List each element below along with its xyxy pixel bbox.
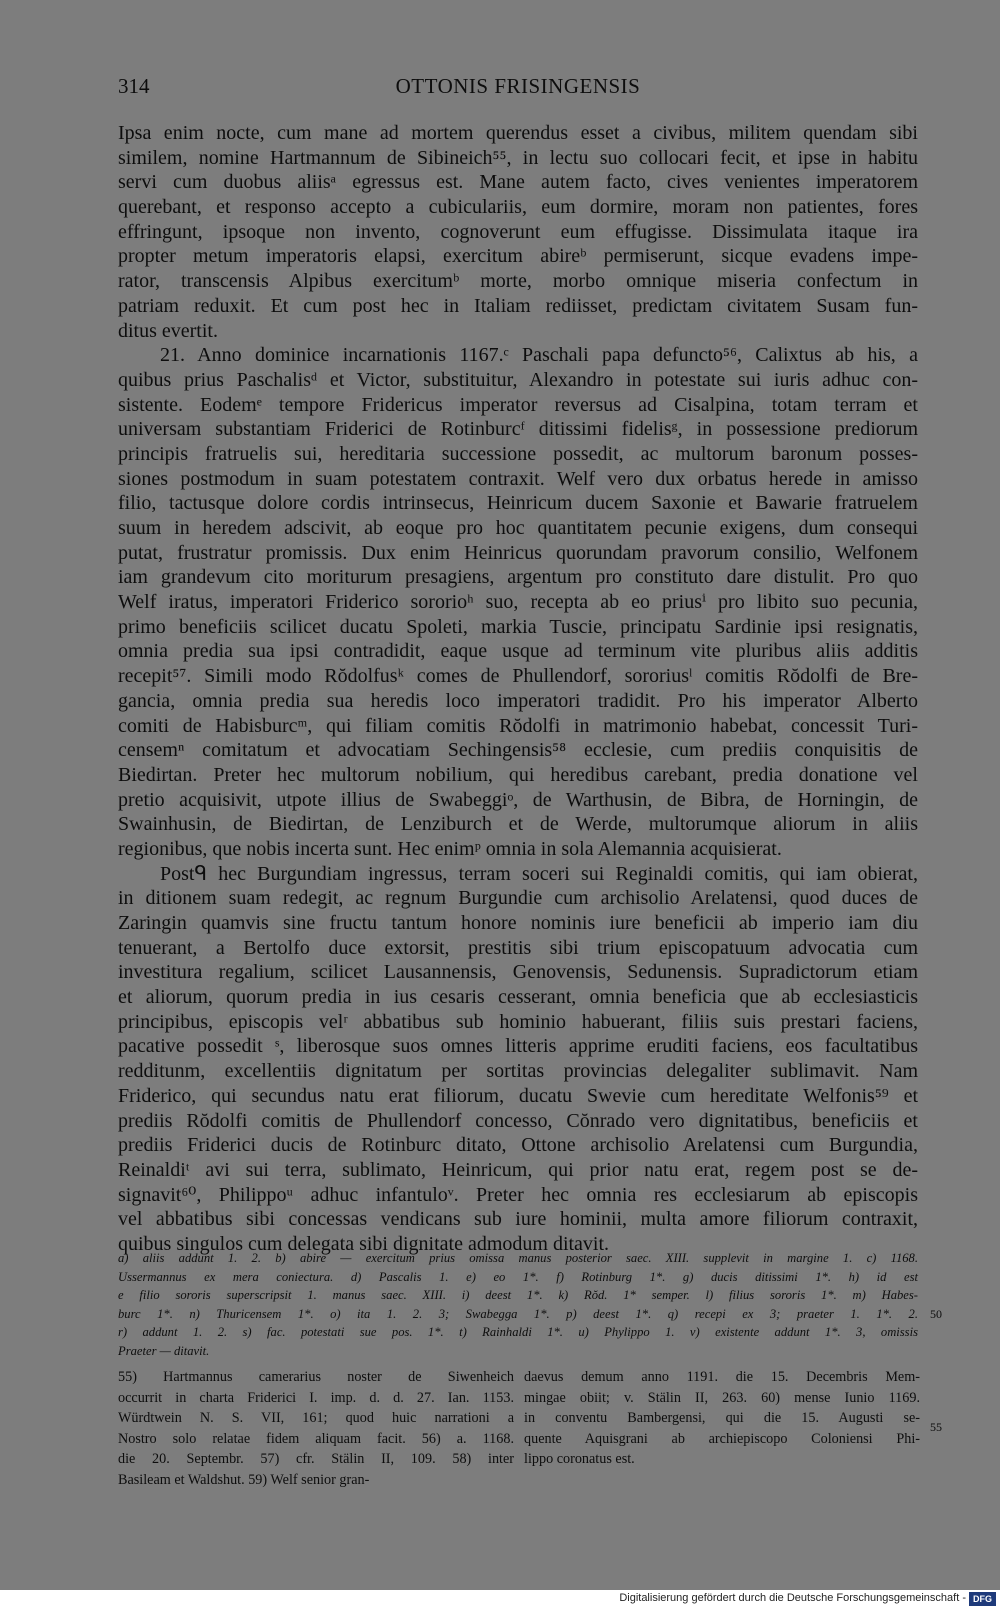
text-line: omnia predia sua ipsi contradidit, eaque usque ad terminum vite pluribus aliis additis (118, 640, 918, 663)
text-line: prediis Rŏdolfi comitis de Phullendorf concesso, Cŏnrado vero dignitatibus, beneficiis et (118, 1109, 918, 1132)
page-header (118, 74, 918, 104)
footnote-line: die 20. Septembr. 57) cfr. Stälin II, 109. 58) inter (118, 1451, 514, 1467)
footer-credit: Digitalisierung gefördert durch die Deutsche Forschungsgemeinschaft - (619, 1592, 966, 1604)
text-line: siones postmodum in suam potestatem contraxit. Welf vero dux orbatus herede in amisso (118, 467, 918, 490)
text-line: universam substantiam Friderici de Rotinburcᶠ ditissimi fidelisᵍ, in possessione prediorum (118, 418, 918, 441)
text-line: regionibus, que nobis incerta sunt. Hec enimᵖ omnia in sola Alemannia acquisierat. (118, 837, 782, 860)
critical-apparatus (118, 1249, 942, 1361)
text-line: similem, nomine Hartmannum de Sibineich⁵⁵, in lectu suo collocari fecit, et ipse in habitu (118, 146, 918, 169)
text-line: principis fratruelis sui, hereditaria successione possedit, ac multorum baronum posses- (118, 442, 918, 465)
apparatus-line: Ussermannus ex mera coniectura. d) Pascalis 1. e) eo 1*. f) Rotinburg 1*. g) ducis ditissimi 1*. h) id est (118, 1269, 918, 1284)
text-line: recepit⁵⁷. Simili modo Rŏdolfusᵏ comes de Phullendorf, sororiusˡ comitis Rŏdolfi de Bre- (118, 665, 918, 688)
footnote-line: lippo coronatus est. (524, 1451, 635, 1467)
text-line: Ipsa enim nocte, cum mane ad mortem querendus esset a civibus, militem quendam sibi (118, 122, 918, 144)
footnote-line: 55) Hartmannus camerarius noster de Siwenheich (118, 1369, 514, 1385)
page-number: 314 (118, 74, 150, 98)
text-line: Biedirtan. Preter hec multorum nobilium, qui heredibus carebant, predia donatione vel (118, 763, 918, 786)
text-line: rator, transcensis Alpibus exercitumᵇ morte, morbo omnique miseria confectum in (118, 270, 918, 293)
text-line: prediis Friderici ducis de Rotinburc ditato, Ottone archisolio Arelatensi cum Burgundia, (118, 1134, 918, 1157)
text-line: investitura regalium, scilicet Lausannensis, Genovensis, Sedunensis. Supradictorum etiam (118, 961, 918, 984)
dfg-logo: DFG (969, 1592, 996, 1606)
text-line: Welf iratus, imperatori Friderico sororioʰ suo, recepta ab eo priusⁱ pro libito suo pecunia, (118, 591, 918, 614)
text-line: principibus, episcopis velʳ abbatibus sub hominio habuerant, filiis suis prestari faciens, (118, 1010, 918, 1033)
text-line: gancia, omnia predia sua heredis loco imperatori tradidit. Pro his imperator Alberto (118, 689, 918, 712)
text-line: pretio acquisivit, utpote illius de Swabeggiᵒ, de Warthusin, de Bibra, de Horningin, de (118, 788, 918, 811)
text-line: Swainhusin, de Biedirtan, de Lenziburch et de Werde, multorumque aliorum in aliis (118, 813, 918, 836)
line-number-55: 55 (930, 1420, 942, 1434)
text-line: quibus prius Paschalisᵈ et Victor, substituitur, Alexandro in potestate sui iuris adhuc con- (118, 368, 918, 391)
line-number-50: 50 (930, 1306, 942, 1321)
text-line: comiti de Habisburcᵐ, qui filiam comitis Rŏdolfi in matrimonio habebat, concessit Turi- (118, 714, 918, 737)
text-line: censemⁿ comitatum et advocatiam Sechingensis⁵⁸ ecclesie, cum prediis conquisitis de (118, 739, 918, 762)
text-line: Friderico, qui secundus natu erat filiorum, ducatu Swevie cum hereditate Welfonis⁵⁹ et (118, 1084, 918, 1107)
footnote-line: daevus demum anno 1191. die 15. Decembris Mem- (524, 1369, 920, 1385)
text-line: et aliorum, quorum predia in ius cesaris cesserant, omnia beneficia que ab ecclesiasticis (118, 986, 918, 1009)
text-line: servi cum duobus aliisᵃ egressus est. Mane autem facto, cives venientes imperatorem (118, 171, 918, 194)
apparatus-line: a) aliis addunt 1. 2. b) abire — exercitum prius omissa manus posterior saec. XIII. supplevit in margine 1. c) 1168. (118, 1251, 918, 1265)
text-line: patriam reduxit. Et cum post hec in Italiam rediisset, predictam civitatem Susam fun- (118, 294, 918, 317)
text-line: propter metum imperatoris elapsi, exercitum abireᵇ permiserunt, sicque evadens impe- (118, 245, 918, 268)
footnotes-left-column (118, 1367, 514, 1490)
apparatus-line: r) addunt 1. 2. s) fac. potestati sue pos. 1*. t) Rainhaldi 1*. u) Phylippo 1. v) existente addunt 1*. 3, omissis (118, 1325, 918, 1340)
text-line: sistente. Eodemᵉ tempore Fridericus imperator reversus ad Cisalpina, totam terram et (118, 393, 918, 416)
text-line: filio, tactusque dolore cordis intrinsecus, Heinricum ducem Saxonie et Bawarie fratruelem (118, 492, 918, 515)
apparatus-line: burc 1*. n) Thuricensem 1*. o) ita 1. 2. 3; Swabegga 1*. p) deest 1*. q) recepi ex 3; praeter 1. 1*. 2. (118, 1306, 918, 1321)
digitization-footer (0, 1590, 1000, 1608)
main-text (118, 121, 918, 1257)
footnote-line: Basileam et Waldshut. 59) Welf senior gran- (118, 1471, 370, 1488)
footnote-line: Würdtwein N. S. VII, 161; quod huic narrationi a (118, 1410, 514, 1426)
text-line: pacative possedit ˢ, liberosque suos omnes litteris apprime eruditi faciens, eos facultatibus (118, 1035, 918, 1058)
text-line: in ditionem suam redegit, ac regnum Burgundie cum archisolio Arelatensi, quod duces de (118, 887, 918, 910)
text-line: Postᑫ hec Burgundiam ingressus, terram soceri sui Reginaldi comitis, qui iam obierat, (160, 862, 918, 885)
apparatus-line: Praeter — ditavit. (118, 1343, 210, 1358)
text-line: vel abbatibus sibi concessas vendicans sub iure hominii, multa amore filiorum contraxit, (118, 1208, 918, 1231)
footnote-line: Nostro solo relatae fidem aliquam facit. 56) a. 1168. (118, 1430, 514, 1447)
footnotes (118, 1367, 942, 1488)
footnote-line: occurrit in charta Friderici I. imp. d. d. 27. Ian. 1153. (118, 1389, 514, 1406)
text-line: ditus evertit. (118, 319, 218, 342)
apparatus-line: e filio sororis superscripsit 1. manus saec. XIII. i) deest 1*. k) Rŏd. 1* semper. l) filius sororis 1*. m) Habes- (118, 1288, 918, 1303)
text-line: tenuerant, a Bertolfo duce extorsit, prestitis sibi trium episcopatuum advocatia cum (118, 936, 918, 959)
footnote-line: mingae obiit; v. Stälin II, 263. 60) mense Iunio 1169. (524, 1389, 920, 1406)
text-line: iam grandevum cito moriturum presagiens, argentum pro constituto dare distulit. Pro quo (118, 566, 918, 589)
text-line: putat, frustratur promissis. Dux enim Heinricus quorundam pravorum consilio, Welfonem (118, 541, 918, 564)
text-line: Reinaldiᵗ avi sui terra, sublimato, Heinricum, qui prior natu erat, regem post se de- (118, 1158, 918, 1181)
text-line: primo beneficiis scilicet ducatu Spoleti, markia Tuscie, principatu Sardinie ipsi resignatis, (118, 615, 918, 638)
text-line: querebant, et responso accepto a cubiculariis, eum dormire, moram non patientes, fores (118, 196, 918, 219)
text-line: signavit⁶⁰, Philippoᵘ adhuc infantuloᵛ. Preter hec omnia res ecclesiarum ab episcopis (118, 1183, 918, 1206)
text-line: suum in heredem adscivit, ab eoque pro hoc quantitatem pecunie exigens, dum consequi (118, 517, 918, 539)
footnote-line: in conventu Bambergensi, qui die 15. Augusti se- (524, 1410, 920, 1426)
text-line: 21. Anno dominice incarnationis 1167.ᶜ Paschali papa defuncto⁵⁶, Calixtus ab his, a (160, 344, 918, 367)
text-line: quibus singulos cum delegata sibi dignitate admodum ditavit. (118, 1232, 610, 1255)
text-line: redditunm, excellentiis dignitatum per sortitas provincias delegaliter sublimavit. Nam (118, 1060, 918, 1083)
running-head: OTTONIS FRISINGENSIS (395, 74, 641, 98)
text-line: effringunt, ipsoque non invento, cognoverunt eum effugisse. Dissimulata itaque ira (118, 220, 918, 243)
text-line: Zaringin quamvis sine fructu tantum honore nominis iure beneficii ab imperio iam diu (118, 912, 918, 934)
footnote-line: quente Aquisgrani ab archiepiscopo Coloniensi Phi- (524, 1430, 920, 1447)
footnotes-right-column (524, 1367, 920, 1470)
